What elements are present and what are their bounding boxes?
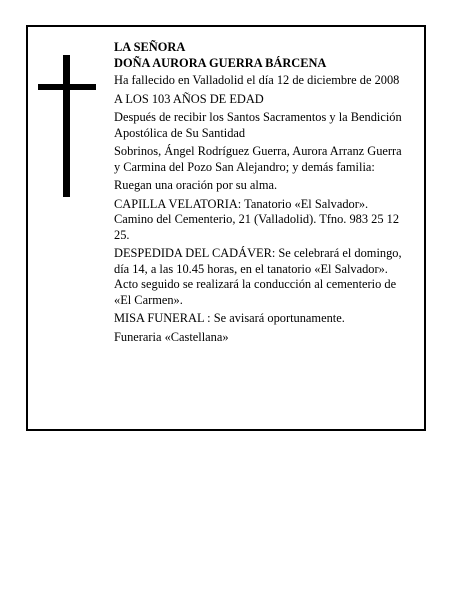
prayer-request: Ruegan una oración por su alma.: [114, 178, 278, 192]
death-info: Ha fallecido en Valladolid el día 12 de diciembre de 2008: [114, 73, 400, 87]
age-line: A LOS 103 AÑOS DE EDAD: [114, 91, 264, 106]
obituary-text: [114, 40, 406, 348]
sacraments-line: Después de recibir los Santos Sacramentos y la Bendición Apostólica de Su Santidad: [114, 110, 402, 140]
deceased-name: DOÑA AURORA GUERRA BÁRCENA: [114, 55, 327, 70]
cross-vertical-bar: [63, 55, 70, 197]
chapel-info: CAPILLA VELATORIA: Tanatorio «El Salvador». Camino del Cementerio, 21 (Valladolid). Tfno. 983 25 12 25.: [114, 196, 400, 242]
relatives-line: Sobrinos, Ángel Rodríguez Guerra, Aurora Arranz Guerra y Carmina del Pozo San Alejandro; y demás familia:: [114, 144, 402, 174]
funeral-home: Funeraria «Castellana»: [114, 329, 229, 344]
notice-title: LA SEÑORA: [114, 40, 186, 54]
farewell-info: DESPEDIDA DEL CADÁVER: Se celebrará el domingo, día 14, a las 10.45 horas, en el tanatorio «El Salvador». Acto seguido se realizará la conducción al cementerio de «El Carmen».: [114, 246, 402, 307]
funeral-mass-info: MISA FUNERAL : Se avisará oportunamente.: [114, 311, 345, 325]
cross-horizontal-bar: [38, 84, 96, 90]
